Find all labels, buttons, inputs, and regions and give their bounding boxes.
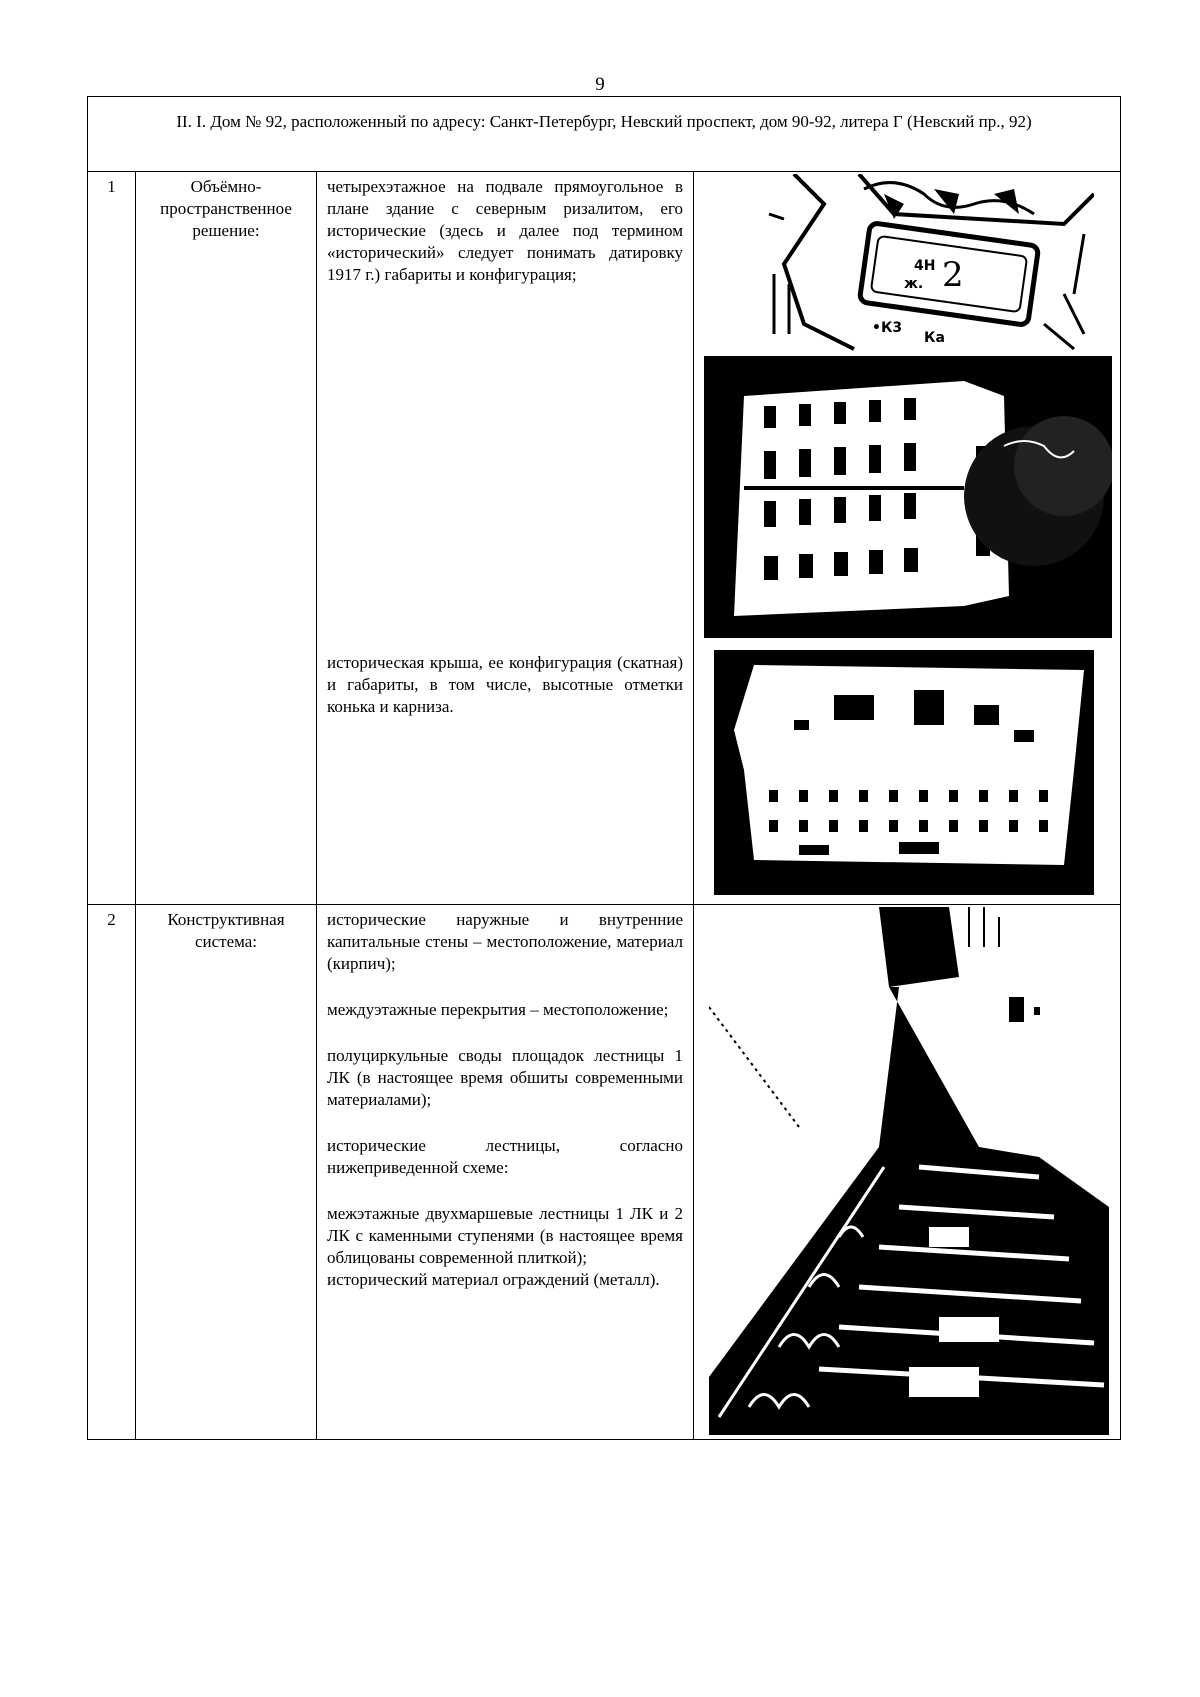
roof-aerial-photo [714, 650, 1094, 895]
description-paragraph: исторические лестницы, согласно нижеприведенной схеме: [327, 1136, 683, 1177]
monument-table [87, 96, 1121, 1440]
row-number: 1 [88, 172, 136, 905]
description-paragraph: исторические наружные и внутренние капитальные стены – местоположение, материал (кирпич); [327, 910, 683, 973]
row-name: Конструктивная система: [136, 905, 317, 1440]
description-paragraph: межэтажные двухмаршевые лестницы 1 ЛК и 2 ЛК с каменными ступенями (в настоящее время облицованы современной плиткой); [327, 1204, 683, 1267]
facade-photo [704, 356, 1112, 638]
row-number: 2 [88, 905, 136, 1440]
row-images [694, 172, 1121, 905]
site-plan-drawing [764, 174, 1094, 352]
description-paragraph: исторический материал ограждений (металл). [327, 1270, 660, 1289]
row-images [694, 905, 1121, 1440]
map-label: •К3 [872, 320, 903, 336]
table-row [88, 172, 1121, 905]
row-description [317, 905, 694, 1440]
row-description [317, 172, 694, 905]
description-paragraph: междуэтажные перекрытия – местоположение; [327, 1000, 669, 1019]
section-heading: II. I. Дом № 92, расположенный по адресу: Санкт-Петербург, Невский проспект, дом 90-92, литера Г (Невский пр., 92) [88, 97, 1121, 172]
description-paragraph: полуциркульные своды площадок лестницы 1 ЛК (в настоящее время обшиты современными материалами); [327, 1046, 683, 1109]
table-row [88, 905, 1121, 1440]
description-paragraph: историческая крыша, ее конфигурация (скатная) и габариты, в том числе, высотные отметки конька и карниза. [327, 653, 683, 716]
roof-aerial-drawing [714, 650, 1094, 895]
page-number: 9 [595, 74, 605, 95]
facade-photo-drawing [704, 356, 1112, 638]
row-name: Объёмно-пространственное решение: [136, 172, 317, 905]
map-label: ж. [904, 276, 924, 292]
section-header-row [88, 97, 1121, 172]
map-label: Ка [924, 330, 945, 346]
map-label: 4Н [914, 258, 936, 274]
staircase-photo [709, 907, 1109, 1435]
site-plan-image [764, 174, 1094, 352]
map-label: 2 [942, 255, 964, 295]
description-paragraph: четырехэтажное на подвале прямоугольное в плане здание с северным ризалитом, его исторические (здесь и далее под термином «исторический» следует понимать датировку 1917 г.) габариты и конфигурация; [327, 177, 683, 284]
staircase-drawing [709, 907, 1109, 1435]
